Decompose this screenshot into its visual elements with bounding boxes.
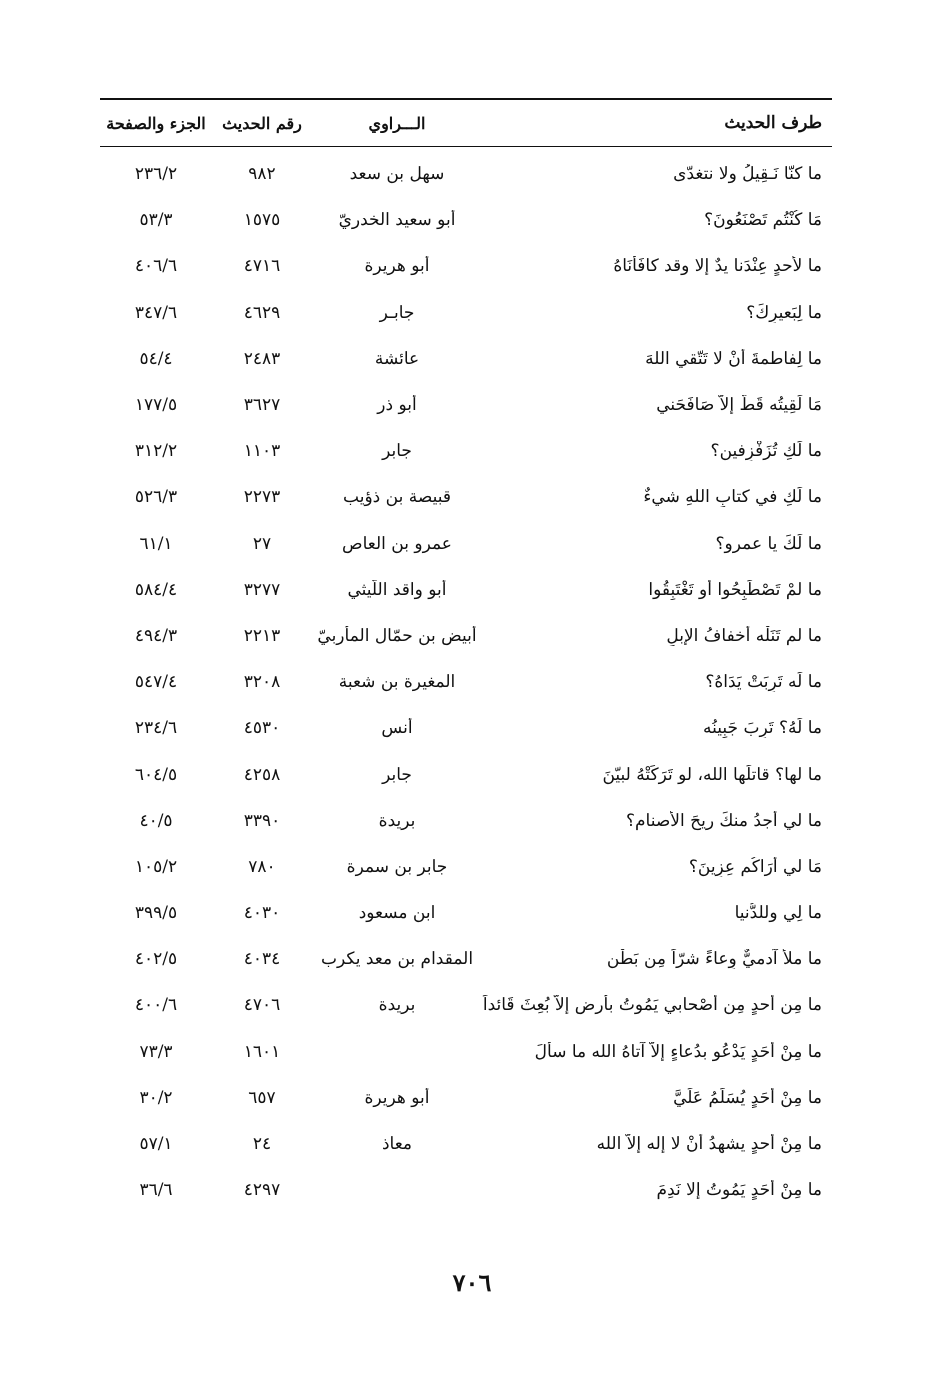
table-row — [100, 1167, 832, 1213]
index-table — [100, 98, 832, 1213]
hadith-number: ٢٢١٣ — [243, 625, 281, 646]
table-row — [100, 474, 832, 520]
hadith-number: ٦٥٧ — [248, 1087, 276, 1108]
table-row — [100, 1029, 832, 1075]
hadith-number: ٤٢٥٨ — [243, 764, 281, 785]
hadith-number: ١٥٧٥ — [243, 210, 281, 231]
header-narrator: الـــراوي — [368, 113, 426, 133]
narrator: جابـر — [379, 302, 415, 323]
header-rule — [100, 146, 832, 147]
narrator: أبو هريرة — [364, 256, 430, 277]
table-row — [100, 382, 832, 428]
hadith-text: ما كنّا نَـقِيلُ ولا نتغدّى — [673, 164, 822, 185]
table-row — [100, 1121, 832, 1167]
volume-page: ٤٩٤/٣ — [134, 625, 178, 646]
hadith-number: ٤٠٣٤ — [243, 949, 281, 970]
hadith-number: ١٦٠١ — [243, 1041, 281, 1062]
hadith-text: ما مِنْ أحدٍ يشهدُ أنْ لا إله إلاّ الله — [596, 1134, 822, 1155]
hadith-number: ٤٧٠٦ — [243, 995, 281, 1016]
hadith-text: مَا لي أَرَاكُم عِزِينَ؟ — [688, 856, 822, 877]
narrator: بريدة — [378, 810, 416, 831]
hadith-number: ٤٢٩٧ — [243, 1180, 281, 1201]
volume-page: ٦١/١ — [139, 533, 173, 554]
table-row — [100, 705, 832, 751]
hadith-text: ما مِنْ أحَدٍ يَمُوتُ إلا نَدِمَ — [656, 1180, 822, 1201]
hadith-number: ٤٠٣٠ — [243, 903, 281, 924]
hadith-text: ما لها؟ قاتلَها الله، لو تَرَكَتْهُ لبيّنَ — [602, 764, 822, 785]
narrator: المغيرة بن شعبة — [338, 672, 456, 693]
volume-page: ٣٠/٢ — [139, 1087, 173, 1108]
narrator: معاذ — [381, 1134, 413, 1155]
hadith-text: ما لَكِ في كتابِ اللهِ شيءٌ — [643, 487, 822, 508]
hadith-text: ما لَكِ تُزَفْزِفين؟ — [710, 441, 822, 462]
hadith-text: ما لِفاطمةَ أنْ لا تَتّقي اللهَ — [645, 348, 822, 369]
volume-page: ٤٠٢/٥ — [134, 949, 178, 970]
hadith-text: ما لِبَعيرِكَ؟ — [746, 302, 822, 323]
volume-page: ٥٤/٤ — [139, 348, 173, 369]
table-row — [100, 1075, 832, 1121]
narrator: أبو ذر — [377, 395, 417, 416]
narrator: أبو سعيد الخدريّ — [338, 210, 456, 231]
hadith-number: ٢٧ — [252, 533, 272, 554]
narrator: ابن مسعود — [358, 903, 436, 924]
hadith-text: ما مِنْ أحَدٍ يَدْعُو بدُعاءٍ إلاّ آتاهُ الله ما سأَلَ — [534, 1041, 822, 1062]
narrator: أبو واقد اللّيثي — [347, 579, 447, 600]
hadith-text: مَا لَقِيتُه قَطُّ إلاّ صَافَحَني — [656, 395, 822, 416]
hadith-text: ما لأحدٍ عِنْدَنا يدٌ إلا وقد كافَأْنَاهُ — [613, 256, 822, 277]
table-row — [100, 844, 832, 890]
hadith-text: ما لَهُ؟ تَرِبَ جَبِينُه — [703, 718, 822, 739]
volume-page: ٥٢٦/٣ — [134, 487, 178, 508]
hadith-number: ٣٦٢٧ — [243, 395, 281, 416]
table-row — [100, 290, 832, 336]
narrator: عائشة — [374, 348, 420, 369]
hadith-text: ما لَكَ يا عمرو؟ — [715, 533, 822, 554]
table-row — [100, 243, 832, 289]
volume-page: ٤٠٠/٦ — [134, 995, 178, 1016]
table-row — [100, 890, 832, 936]
hadith-text: ما لِي وللدُّنيا — [734, 903, 822, 924]
table-row — [100, 567, 832, 613]
hadith-text: ما لم تَنَلْه أخفافُ الإبلِ — [666, 625, 822, 646]
table-body — [100, 151, 832, 1213]
volume-page: ٥٨٤/٤ — [134, 579, 178, 600]
table-row — [100, 151, 832, 197]
hadith-text: ما مِن أحدٍ مِن أَصْحابي يَمُوتُ بأرضٍ إلاّ بُعِثَ قَائداً — [482, 995, 822, 1016]
table-row — [100, 798, 832, 844]
header-volume-page: الجزء والصفحة — [106, 113, 206, 133]
hadith-text: ما مِنْ أحَدٍ يُسَلِّمُ عَلَيَّ — [673, 1087, 822, 1108]
narrator: جابر — [382, 441, 412, 462]
hadith-number: ٣٢٠٨ — [243, 672, 281, 693]
volume-page: ٣٦/٦ — [139, 1180, 173, 1201]
volume-page: ١٧٧/٥ — [134, 395, 178, 416]
narrator: أبيض بن حمّال المأربيّ — [317, 625, 477, 646]
volume-page: ٤٠/٥ — [139, 810, 173, 831]
table-row — [100, 982, 832, 1028]
hadith-text: ما لمْ تَصْطَبِحُوا أو تَغْتَبِقُوا — [648, 579, 822, 600]
header-hadith: طرف الحديث — [724, 113, 822, 133]
hadith-text: ما لي أجدُ منكَ ريحَ الأصنامِ؟ — [626, 810, 822, 831]
volume-page: ٥٣/٣ — [139, 210, 173, 231]
hadith-text: ما لَه تَرِبَتْ يَدَاهُ؟ — [705, 672, 822, 693]
volume-page: ٢٣٦/٢ — [134, 164, 178, 185]
table-row — [100, 659, 832, 705]
table-row — [100, 751, 832, 797]
narrator: بريدة — [378, 995, 416, 1016]
volume-page: ٦٠٤/٥ — [134, 764, 178, 785]
volume-page: ٧٣/٣ — [139, 1041, 173, 1062]
volume-page: ٥٤٧/٤ — [134, 672, 178, 693]
hadith-number: ٢٢٧٣ — [243, 487, 281, 508]
narrator: أبو هريرة — [364, 1087, 430, 1108]
hadith-number: ٢٤ — [252, 1134, 272, 1155]
hadith-number: ٧٨٠ — [248, 856, 276, 877]
hadith-number: ٢٤٨٣ — [243, 348, 281, 369]
hadith-number: ٤٧١٦ — [243, 256, 281, 277]
volume-page: ٢٣٤/٦ — [134, 718, 178, 739]
table-row — [100, 936, 832, 982]
table-row — [100, 521, 832, 567]
narrator: المقدام بن معد يكرب — [320, 949, 474, 970]
hadith-number: ١١٠٣ — [243, 441, 281, 462]
narrator: جابر — [382, 764, 412, 785]
hadith-text: مَا كُنْتُم تَصْنَعُونَ؟ — [704, 210, 822, 231]
hadith-number: ٩٨٢ — [248, 164, 276, 185]
hadith-number: ٣٢٧٧ — [243, 579, 281, 600]
volume-page: ٣٤٧/٦ — [134, 302, 178, 323]
table-row — [100, 197, 832, 243]
hadith-number: ٣٣٩٠ — [243, 810, 281, 831]
hadith-number: ٤٥٣٠ — [243, 718, 281, 739]
table-row — [100, 613, 832, 659]
table-row — [100, 336, 832, 382]
table-row — [100, 428, 832, 474]
narrator: جابر بن سمرة — [346, 856, 448, 877]
narrator: سهل بن سعد — [349, 164, 445, 185]
narrator: قبيصة بن ذؤيب — [343, 487, 451, 508]
hadith-number: ٤٦٢٩ — [243, 302, 281, 323]
table-header — [100, 100, 832, 146]
volume-page: ١٠٥/٢ — [134, 856, 178, 877]
volume-page: ٤٠٦/٦ — [134, 256, 178, 277]
volume-page: ٣١٢/٢ — [134, 441, 178, 462]
header-number: رقم الحديث — [222, 113, 302, 133]
narrator: أنس — [381, 718, 413, 739]
hadith-text: ما ملأ آدميٌّ وِعاءً شرّاً مِن بَطْنٍ — [606, 949, 822, 970]
volume-page: ٣٩٩/٥ — [134, 903, 178, 924]
narrator: عمرو بن العاص — [342, 533, 452, 554]
volume-page: ٥٧/١ — [139, 1134, 173, 1155]
page-number: ٧٠٦ — [452, 1268, 492, 1297]
